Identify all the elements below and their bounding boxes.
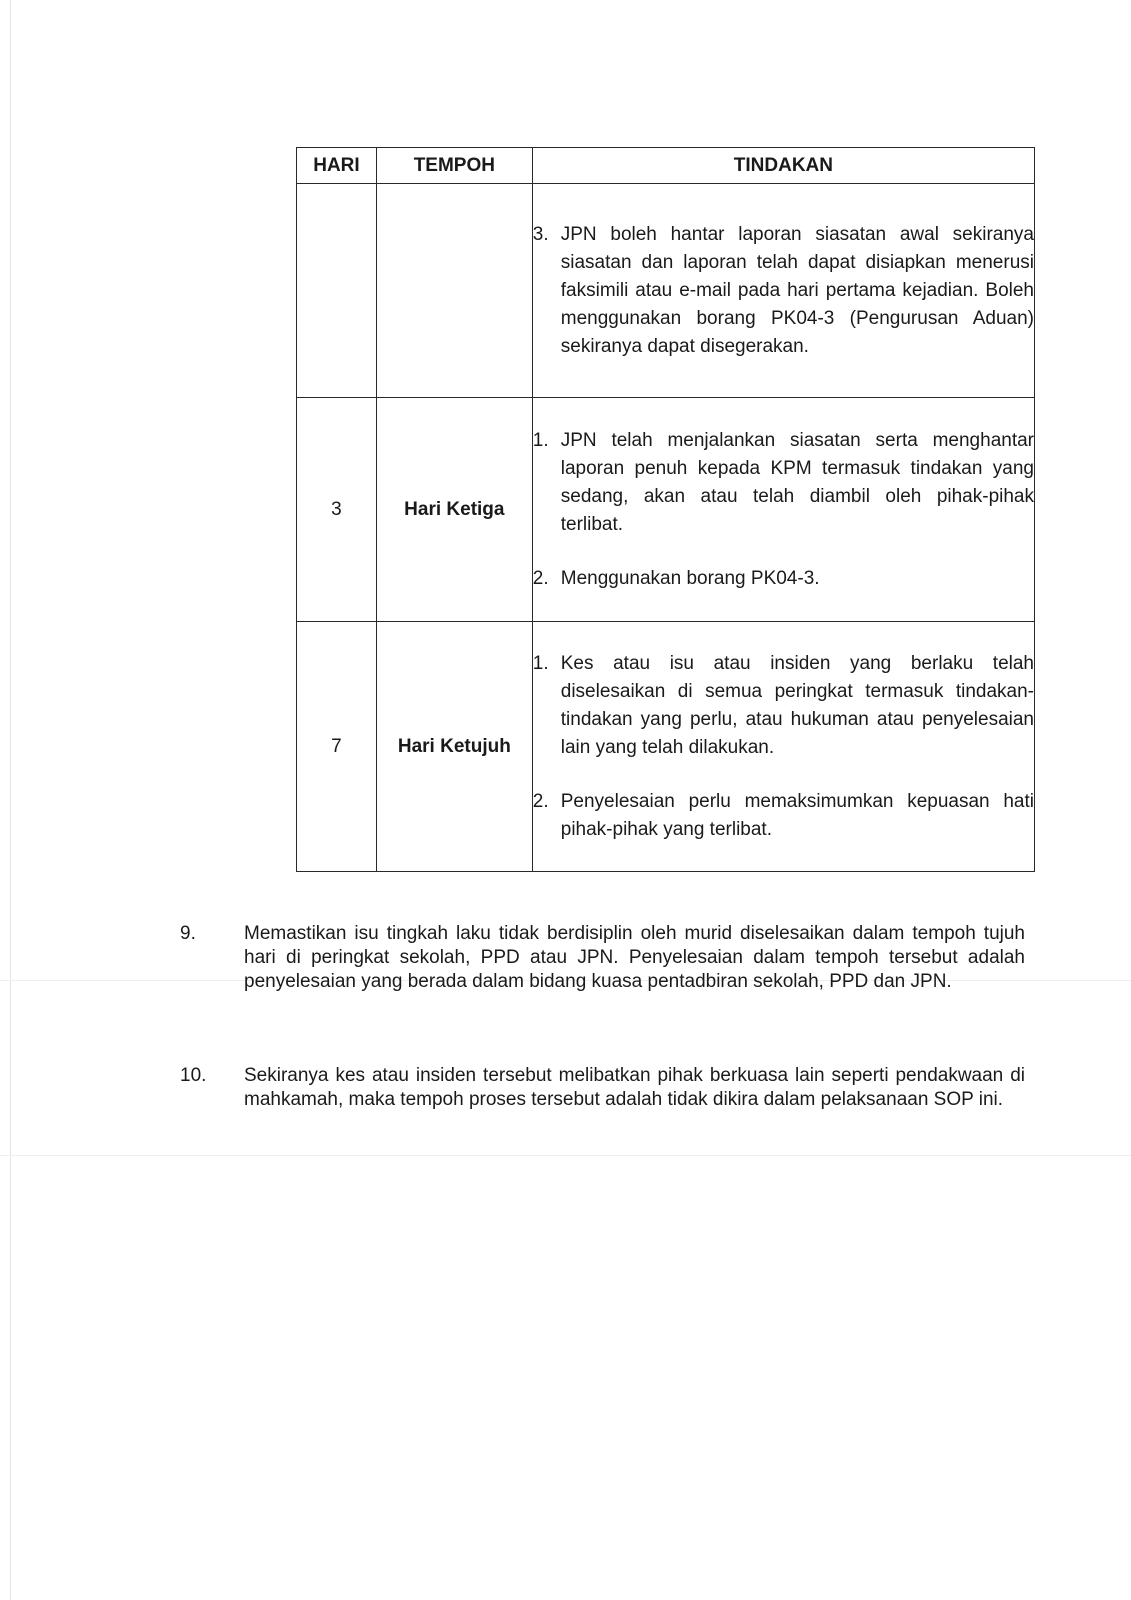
tempoh-cell bbox=[376, 184, 532, 398]
table-row bbox=[297, 398, 1035, 622]
action-number: 2. bbox=[532, 567, 549, 589]
tempoh-cell: Hari Ketiga bbox=[376, 398, 532, 622]
action-text: Menggunakan borang PK04-3. bbox=[560, 567, 820, 589]
header-hari: HARI bbox=[297, 148, 377, 184]
action-item bbox=[533, 788, 1034, 844]
paragraph-10 bbox=[180, 1064, 1025, 1112]
tindakan-cell bbox=[532, 398, 1034, 622]
paragraph-text: Memastikan isu tingkah laku tidak berdisiplin oleh murid diselesaikan dalam tempoh tujuh hari di peringkat sekolah, PPD atau JPN. Penyelesaian dalam tempoh tersebut adalah penyelesaian yang berada dalam bidang kuasa pentadbiran sekolah, PPD dan JPN. bbox=[244, 923, 1025, 992]
action-item bbox=[533, 427, 1034, 539]
hari-cell: 7 bbox=[297, 622, 377, 872]
scan-line bbox=[0, 1155, 1131, 1156]
action-item bbox=[533, 221, 1034, 361]
action-text: JPN telah menjalankan siasatan serta menghantar laporan penuh kepada KPM termasuk tindakan yang sedang, akan atau telah diambil oleh pihak-pihak terlibat. bbox=[560, 429, 1034, 535]
paragraph-number: 10. bbox=[180, 1065, 207, 1086]
action-item bbox=[533, 565, 1034, 593]
action-number: 1. bbox=[532, 652, 549, 674]
table-header-row bbox=[297, 148, 1035, 184]
action-number: 3. bbox=[532, 223, 549, 245]
tempoh-cell: Hari Ketujuh bbox=[376, 622, 532, 872]
action-number: 2. bbox=[532, 790, 549, 812]
action-number: 1. bbox=[532, 429, 549, 451]
table-row bbox=[297, 184, 1035, 398]
header-tindakan: TINDAKAN bbox=[532, 148, 1034, 184]
scan-edge bbox=[10, 0, 11, 1600]
sop-timeline-table bbox=[296, 147, 1035, 872]
header-tempoh: TEMPOH bbox=[376, 148, 532, 184]
hari-cell bbox=[297, 184, 377, 398]
action-text: Kes atau isu atau insiden yang berlaku telah diselesaikan di semua peringkat termasuk tindakan-tindakan yang perlu, atau hukuman atau penyelesaian lain yang telah dilakukan. bbox=[560, 652, 1034, 758]
paragraph-number: 9. bbox=[180, 923, 196, 944]
action-item bbox=[533, 650, 1034, 762]
paragraph-text: Sekiranya kes atau insiden tersebut melibatkan pihak berkuasa lain seperti pendakwaan di mahkamah, maka tempoh proses tersebut adalah tidak dikira dalam pelaksanaan SOP ini. bbox=[244, 1065, 1025, 1110]
tindakan-cell bbox=[532, 184, 1034, 398]
action-text: JPN boleh hantar laporan siasatan awal sekiranya siasatan dan laporan telah dapat disiapkan menerusi faksimili atau e-mail pada hari pertama kejadian. Boleh menggunakan borang PK04-3 (Pengurusan Aduan) sekiranya dapat disegerakan. bbox=[560, 223, 1034, 357]
action-text: Penyelesaian perlu memaksimumkan kepuasan hati pihak-pihak yang terlibat. bbox=[560, 790, 1034, 840]
hari-cell: 3 bbox=[297, 398, 377, 622]
paragraph-9 bbox=[180, 922, 1025, 994]
tindakan-cell bbox=[532, 622, 1034, 872]
table-row bbox=[297, 622, 1035, 872]
